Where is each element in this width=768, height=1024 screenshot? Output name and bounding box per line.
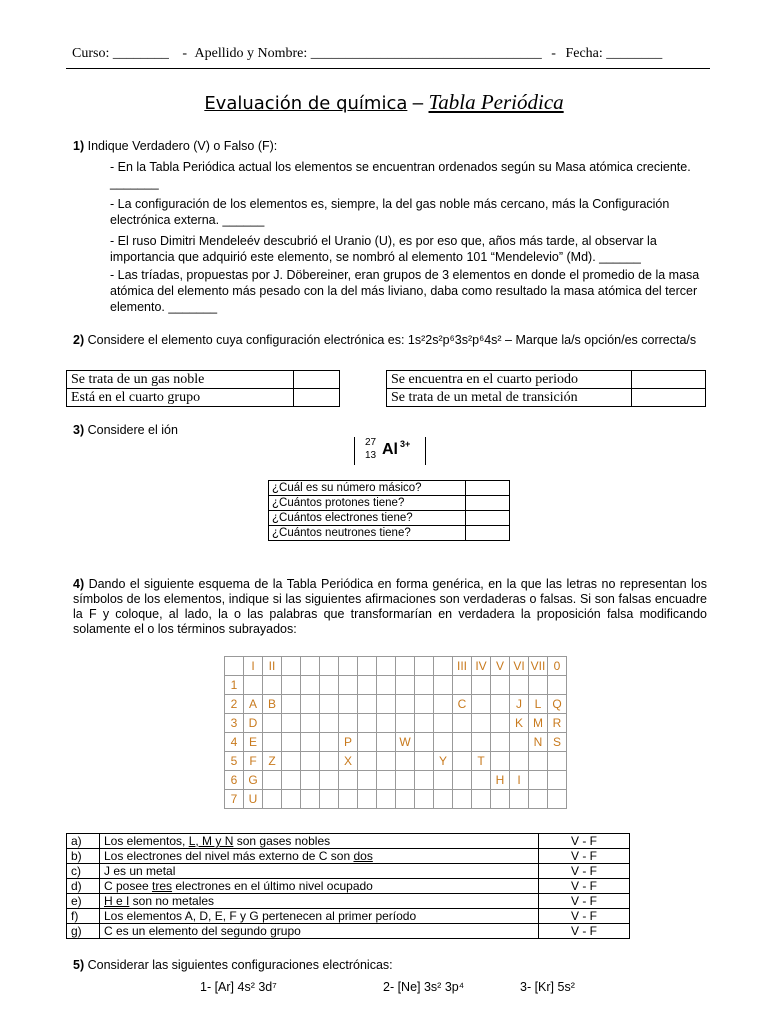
grid-cell: P: [339, 733, 358, 752]
grid-cell: [320, 676, 339, 695]
header-separator: -: [182, 46, 188, 61]
grid-cell: [339, 695, 358, 714]
grid-cell: [301, 695, 320, 714]
grid-header-cell: IV: [472, 657, 491, 676]
grid-cell: [263, 676, 282, 695]
q2-options-left: [66, 370, 340, 407]
question-5: [73, 958, 393, 973]
grid-cell: [301, 752, 320, 771]
grid-cell: [282, 733, 301, 752]
grid-header-cell: [377, 657, 396, 676]
grid-cell: [377, 695, 396, 714]
grid-cell: [434, 733, 453, 752]
true-false-choice[interactable]: V - F: [539, 879, 630, 894]
option-label: Se trata de un gas noble: [67, 371, 294, 389]
grid-header-cell: 0: [548, 657, 567, 676]
grid-cell: W: [396, 733, 415, 752]
question-2: [73, 333, 705, 348]
option-label: Está en el cuarto grupo: [67, 389, 294, 407]
grid-cell: [377, 752, 396, 771]
grid-header-cell: [282, 657, 301, 676]
question-number: 3): [73, 423, 85, 437]
grid-cell: [339, 676, 358, 695]
grid-cell: [377, 714, 396, 733]
grid-header-cell: 7: [225, 790, 244, 809]
grid-header-cell: 2: [225, 695, 244, 714]
statement-fragment: Los electrones del nivel más externo de C son: [104, 849, 354, 863]
grid-cell: [377, 676, 396, 695]
grid-cell: [244, 676, 263, 695]
grid-cell: [320, 714, 339, 733]
q3-questions-table: [268, 480, 510, 541]
grid-cell: [510, 790, 529, 809]
statement-fragment: Los elementos,: [104, 834, 189, 848]
grid-cell: [491, 676, 510, 695]
statement-label: d): [67, 879, 100, 894]
grid-cell: [434, 790, 453, 809]
grid-row: [225, 714, 567, 733]
statement-label: g): [67, 924, 100, 939]
grid-cell: [358, 752, 377, 771]
grid-cell: [434, 714, 453, 733]
config-item: 2- [Ne] 3s² 3p⁴: [383, 980, 465, 994]
grid-cell: A: [244, 695, 263, 714]
grid-row: [225, 733, 567, 752]
grid-cell: [320, 752, 339, 771]
table-row: [269, 496, 510, 511]
statement-text: [100, 924, 539, 939]
statement-label: a): [67, 834, 100, 849]
statement-fragment: J es un metal: [104, 864, 176, 878]
question-cell: ¿Cuántos electrones tiene?: [269, 511, 466, 526]
option-checkbox[interactable]: [294, 389, 340, 407]
grid-cell: Z: [263, 752, 282, 771]
grid-cell: [529, 790, 548, 809]
grid-cell: [529, 771, 548, 790]
grid-cell: H: [491, 771, 510, 790]
underlined-term: L, M y N: [188, 834, 234, 848]
grid-cell: D: [244, 714, 263, 733]
question-text: Considere el elemento cuya configuración electrónica es: 1s²2s²p⁶3s²p⁶4s² – Marque la/s opción/es correcta/s: [87, 333, 697, 347]
question-number: 5): [73, 958, 85, 972]
statement-fragment: son no metales: [129, 894, 215, 908]
table-row: [67, 879, 630, 894]
grid-cell: [472, 695, 491, 714]
grid-cell: [472, 733, 491, 752]
q4-statements-table: [66, 833, 630, 939]
grid-cell: [415, 733, 434, 752]
fecha-field[interactable]: Fecha: ________: [565, 46, 663, 61]
grid-cell: [282, 676, 301, 695]
grid-header-cell: 5: [225, 752, 244, 771]
grid-cell: N: [529, 733, 548, 752]
nombre-field[interactable]: Apellido y Nombre: _________________________________: [194, 46, 542, 61]
question-cell: ¿Cuántos protones tiene?: [269, 496, 466, 511]
grid-cell: K: [510, 714, 529, 733]
grid-cell: T: [472, 752, 491, 771]
q1-item: - En la Tabla Periódica actual los elementos se encuentran ordenados según su Masa atómica creciente. _______: [110, 160, 691, 190]
grid-cell: Q: [548, 695, 567, 714]
grid-cell: [396, 771, 415, 790]
grid-cell: [339, 790, 358, 809]
grid-row: [225, 676, 567, 695]
grid-cell: [415, 752, 434, 771]
title-dash: –: [412, 93, 424, 114]
grid-header-cell: 1: [225, 676, 244, 695]
option-checkbox[interactable]: [632, 371, 706, 389]
statement-fragment: Los elementos A, D, E, F y G pertenecen al primer período: [104, 909, 417, 923]
statement-fragment: C posee: [104, 879, 153, 893]
grid-cell: [301, 676, 320, 695]
grid-cell: [548, 771, 567, 790]
grid-cell: J: [510, 695, 529, 714]
header-separator: -: [551, 46, 556, 61]
statement-fragment: electrones en el último nivel ocupado: [172, 879, 373, 893]
table-row: [67, 834, 630, 849]
grid-cell: [282, 790, 301, 809]
grid-cell: [282, 752, 301, 771]
grid-cell: [491, 752, 510, 771]
grid-cell: [453, 790, 472, 809]
true-false-choice[interactable]: V - F: [539, 909, 630, 924]
question-number: 1): [73, 139, 85, 153]
mass-number: 27: [365, 437, 377, 448]
true-false-choice[interactable]: V - F: [539, 924, 630, 939]
grid-row: [225, 695, 567, 714]
q1-item: - Las tríadas, propuestas por J. Döbereiner, eran grupos de 3 elementos en donde el promedio de la masa atómica del elemento más pesado con la del más liviano, daba como resultado la masa atómica del tercer elemento. _______: [110, 268, 700, 314]
statement-label: e): [67, 894, 100, 909]
grid-cell: [453, 733, 472, 752]
question-text: Considere el ión: [87, 423, 178, 437]
grid-cell: E: [244, 733, 263, 752]
grid-header-cell: [339, 657, 358, 676]
grid-cell: [263, 790, 282, 809]
grid-header-cell: [358, 657, 377, 676]
question-cell: ¿Cuál es su número másico?: [269, 481, 466, 496]
grid-cell: [282, 695, 301, 714]
statement-text: [100, 849, 539, 864]
grid-cell: [491, 695, 510, 714]
grid-cell: M: [529, 714, 548, 733]
title-subtitle: Tabla Periódica: [428, 90, 564, 114]
grid-cell: U: [244, 790, 263, 809]
element-symbol: Al: [382, 441, 398, 458]
question-4: [73, 577, 707, 637]
grid-cell: C: [453, 695, 472, 714]
grid-cell: [472, 714, 491, 733]
curso-field[interactable]: Curso: ________: [72, 46, 169, 61]
grid-cell: [282, 771, 301, 790]
statement-text: [100, 864, 539, 879]
statement-text: [100, 909, 539, 924]
statement-label: c): [67, 864, 100, 879]
table-row: [67, 849, 630, 864]
statement-fragment: C es un elemento del segundo grupo: [104, 924, 301, 938]
true-false-choice[interactable]: V - F: [539, 894, 630, 909]
answer-cell[interactable]: [466, 496, 510, 511]
grid-cell: [377, 771, 396, 790]
grid-header-cell: [225, 657, 244, 676]
grid-header-cell: 3: [225, 714, 244, 733]
underlined-term: dos: [353, 849, 373, 863]
option-checkbox[interactable]: [294, 371, 340, 389]
grid-cell: [301, 771, 320, 790]
grid-cell: [282, 714, 301, 733]
grid-cell: [472, 790, 491, 809]
grid-cell: [453, 676, 472, 695]
grid-cell: [320, 790, 339, 809]
grid-cell: [301, 714, 320, 733]
statement-text: [100, 834, 539, 849]
grid-cell: [415, 676, 434, 695]
grid-cell: [453, 771, 472, 790]
grid-cell: [434, 676, 453, 695]
grid-cell: [339, 771, 358, 790]
table-row: [269, 481, 510, 496]
grid-cell: L: [529, 695, 548, 714]
grid-header-cell: III: [453, 657, 472, 676]
underlined-term: H e I: [104, 894, 130, 908]
answer-cell[interactable]: [466, 526, 510, 541]
grid-cell: [548, 752, 567, 771]
grid-cell: [320, 771, 339, 790]
periodic-table-scheme: [224, 656, 567, 809]
grid-cell: [301, 790, 320, 809]
question-3: [73, 423, 178, 438]
underlined-term: tres: [152, 879, 173, 893]
grid-cell: [548, 676, 567, 695]
table-row: [387, 389, 706, 407]
statement-text: [100, 879, 539, 894]
grid-cell: [453, 714, 472, 733]
grid-header-cell: VII: [529, 657, 548, 676]
grid-header-cell: [301, 657, 320, 676]
true-false-choice[interactable]: V - F: [539, 849, 630, 864]
option-label: Se encuentra en el cuarto periodo: [387, 371, 632, 389]
grid-cell: [396, 790, 415, 809]
grid-cell: [415, 771, 434, 790]
grid-header-cell: [415, 657, 434, 676]
grid-cell: F: [244, 752, 263, 771]
option-label: Se trata de un metal de transición: [387, 389, 632, 407]
ion-notation: [354, 437, 426, 465]
statement-fragment: son gases nobles: [233, 834, 331, 848]
table-row: [67, 909, 630, 924]
grid-cell: R: [548, 714, 567, 733]
grid-cell: [548, 790, 567, 809]
grid-cell: [377, 733, 396, 752]
question-number: 2): [73, 333, 85, 347]
grid-cell: [263, 733, 282, 752]
grid-cell: [472, 771, 491, 790]
header-divider: [66, 68, 710, 69]
table-row: [67, 389, 340, 407]
grid-header-cell: [320, 657, 339, 676]
grid-cell: [415, 790, 434, 809]
grid-cell: [529, 752, 548, 771]
q2-options-right: [386, 370, 706, 407]
table-row: [67, 924, 630, 939]
grid-cell: [320, 733, 339, 752]
grid-header-cell: 4: [225, 733, 244, 752]
answer-cell[interactable]: [466, 511, 510, 526]
grid-header-cell: II: [263, 657, 282, 676]
grid-cell: [396, 752, 415, 771]
grid-cell: [491, 733, 510, 752]
grid-cell: [491, 790, 510, 809]
grid-cell: [529, 676, 548, 695]
grid-cell: [320, 695, 339, 714]
grid-cell: [510, 733, 529, 752]
config-item: 1- [Ar] 4s² 3d⁷: [200, 980, 277, 994]
grid-cell: [434, 771, 453, 790]
answer-cell[interactable]: [466, 481, 510, 496]
option-checkbox[interactable]: [632, 389, 706, 407]
statement-label: b): [67, 849, 100, 864]
grid-cell: X: [339, 752, 358, 771]
grid-cell: S: [548, 733, 567, 752]
table-row: [67, 371, 340, 389]
table-row: [269, 526, 510, 541]
grid-cell: [358, 733, 377, 752]
true-false-choice[interactable]: V - F: [539, 834, 630, 849]
grid-cell: [358, 714, 377, 733]
statement-label: f): [67, 909, 100, 924]
table-row: [387, 371, 706, 389]
statement-text: [100, 894, 539, 909]
question-cell: ¿Cuántos neutrones tiene?: [269, 526, 466, 541]
grid-header-cell: 6: [225, 771, 244, 790]
grid-header-cell: [396, 657, 415, 676]
grid-cell: [396, 695, 415, 714]
title-main: Evaluación de química: [204, 93, 408, 114]
atomic-number: 13: [365, 450, 377, 461]
grid-cell: [396, 676, 415, 695]
grid-row: [225, 790, 567, 809]
grid-row: [225, 657, 567, 676]
grid-cell: [510, 752, 529, 771]
student-header: [72, 46, 708, 62]
question-number: 4): [73, 577, 85, 591]
table-row: [67, 894, 630, 909]
question-text: Dando el siguiente esquema de la Tabla Periódica en forma genérica, en la que las letras no representan los símbolos de los elementos, indique si las siguientes afirmaciones son verdaderas o falsas. Si son falsas encuadre la F y coloque, al lado, la o las palabras que transformarían en verdadera la proposición falsa modificando solamente el o los términos subrayados:: [73, 577, 707, 636]
ion-charge: 3+: [400, 439, 411, 449]
grid-header-cell: VI: [510, 657, 529, 676]
question-text: Considerar las siguientes configuraciones electrónicas:: [87, 958, 393, 972]
grid-cell: [510, 676, 529, 695]
grid-header-cell: I: [244, 657, 263, 676]
q1-item: - La configuración de los elementos es, siempre, la del gas noble más cercano, más la Configuración electrónica externa. ______: [110, 197, 670, 227]
grid-cell: [377, 790, 396, 809]
grid-cell: [415, 714, 434, 733]
grid-cell: [358, 695, 377, 714]
grid-cell: [339, 714, 358, 733]
grid-header-cell: [434, 657, 453, 676]
grid-cell: [263, 771, 282, 790]
question-1: [73, 139, 709, 154]
true-false-choice[interactable]: V - F: [539, 864, 630, 879]
grid-cell: I: [510, 771, 529, 790]
grid-cell: [301, 733, 320, 752]
grid-cell: [491, 714, 510, 733]
config-item: 3- [Kr] 5s²: [520, 980, 575, 994]
grid-cell: B: [263, 695, 282, 714]
grid-cell: Y: [434, 752, 453, 771]
grid-cell: G: [244, 771, 263, 790]
grid-row: [225, 771, 567, 790]
grid-cell: [263, 714, 282, 733]
q1-item: - El ruso Dimitri Mendeleév descubrió el Uranio (U), es por eso que, años más tarde, al observar la importancia que adquirió este elemento, se nombró al elemento 101 “Mendelevio” (Md). ______: [110, 234, 657, 264]
table-row: [67, 864, 630, 879]
grid-cell: [415, 695, 434, 714]
grid-header-cell: V: [491, 657, 510, 676]
grid-cell: [358, 676, 377, 695]
grid-row: [225, 752, 567, 771]
table-row: [269, 511, 510, 526]
page-title: [0, 90, 768, 115]
grid-cell: [396, 714, 415, 733]
grid-cell: [453, 752, 472, 771]
grid-cell: [358, 771, 377, 790]
grid-cell: [434, 695, 453, 714]
grid-cell: [358, 790, 377, 809]
grid-cell: [472, 676, 491, 695]
question-text: Indique Verdadero (V) o Falso (F):: [87, 139, 278, 153]
